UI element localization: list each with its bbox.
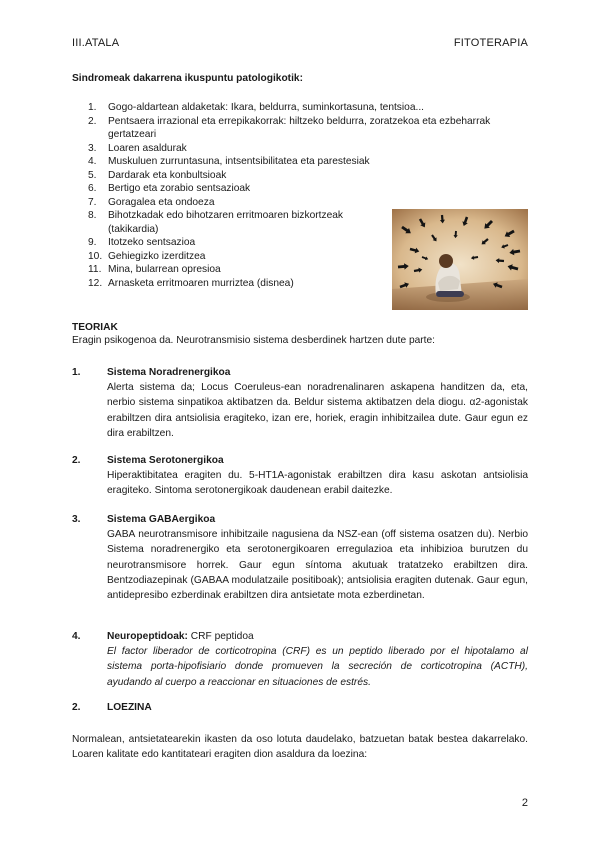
section-heading: 2. Sistema Serotonergikoa	[72, 455, 224, 466]
symptoms-title: Sindromeak dakarrena ikuspuntu patologikotik:	[72, 73, 303, 84]
list-item: 12. Arnasketa erritmoaren murriztea (disnea)	[88, 277, 294, 289]
section-body: GABA neurotransmisore inhibitzaile nagusiena da NSZ-ean (off sistema osatzen du). Nerbio Sistema noradrenergiko eta serotonergikoaren erregulazioa eta inhibizioa burutzen du neurotransmisore horrek. Gaur egun síntoma akutuak tratatzeko erabiltzen dira. Bentzodiazepinak (GABAA modulatzaile positiboak); antsiolisia eragiten dutenak. Gaur egun, antidepresibo ezberdinak erabiltzen dira antsietate mota ezberdinetan.	[107, 529, 528, 602]
list-item: 3. Loaren asaldurak	[88, 142, 187, 154]
section-heading: 4. Neuropeptidoak: CRF peptidoa	[72, 631, 254, 642]
header-subject: FITOTERAPIA	[453, 37, 528, 49]
list-item: 5. Dardarak eta konbultsioak	[88, 169, 227, 181]
section-neuropeptides	[72, 629, 528, 690]
list-item: 2. Pentsaera irrazional eta errepikakorrak: hiltzeko beldurra, zoratzekoa eta ezbeharrak gertatzeari	[88, 115, 491, 140]
loezina-paragraph: Normalean, antsietatearekin ikasten da oso lotuta daudelako, batzuetan batak bestea dakarrelako. Loaren kalitate edo kantitateari eragiten dion asaldura da loezina:	[72, 734, 528, 761]
list-item: 9. Itotzeko sentsazioa	[88, 237, 196, 248]
theories-intro: Eragin psikogenoa da. Neurotransmisio sistema desberdinek hartzen dute parte:	[72, 335, 435, 346]
list-item: 6. Bertigo eta zorabio sentsazioak	[88, 183, 251, 194]
list-item: 4. Muskuluen zurruntasuna, intsentsibilitatea eta parestesiak	[88, 156, 370, 167]
list-item: 11. Mina, bularrean opresioa	[88, 264, 221, 275]
theories-heading: TEORIAK	[72, 322, 118, 333]
section-heading: 1. Sistema Noradrenergikoa	[72, 367, 231, 378]
header-chapter: III.ATALA	[72, 37, 120, 49]
section-noradrenergic	[72, 365, 528, 441]
section-heading: 3. Sistema GABAergikoa	[72, 514, 216, 525]
list-item: 1. Gogo-aldartean aldaketak: Ikara, beldurra, suminkortasuna, tentsioa...	[88, 102, 424, 113]
section-subtitle: CRF peptidoa	[190, 631, 254, 642]
section-body: Alerta sistema da; Locus Coeruleus-ean noradrenalinaren askapena handitzen da, eta, nerbio sistema sinpatikoa aktibatzen da. Beldur sistema aktibatzen dela diogu. α2-agonistak erabiltzen dira antsiolisia eragiteko, izan ere, horiek, eragin inhibitzailea dute. Gaur egun ez dira erabiltzen.	[107, 382, 528, 439]
page-number: 2	[521, 797, 528, 809]
section-heading: 2. LOEZINA	[72, 702, 152, 713]
list-item: 8. Bihotzkadak edo bihotzaren erritmoaren bizkortzeak (takikardia)	[88, 210, 344, 235]
section-serotonergic	[72, 453, 528, 499]
list-item: 7. Goragalea eta ondoeza	[88, 196, 215, 208]
list-item: 10. Gehiegizko izerditzea	[88, 250, 206, 262]
anxiety-illustration	[392, 209, 528, 310]
section-gabaergic	[72, 512, 528, 603]
section-body: El factor liberador de corticotropina (CRF) es un peptido liberado por el hipotalamo al sistema porta-hipofisiario donde promueven la secreción de corticotropina (ACTH), ayudando al cuerpo a reaccionar en situaciones de estrés.	[107, 646, 528, 688]
section-loezina	[72, 700, 528, 715]
section-body: Hiperaktibitatea eragiten du. 5-HT1A-agonistak erabiltzen dira kasu askotan antsiolisia eragiteko. Sintoma serotonergikoak daudenean erabil daitezke.	[107, 470, 528, 497]
